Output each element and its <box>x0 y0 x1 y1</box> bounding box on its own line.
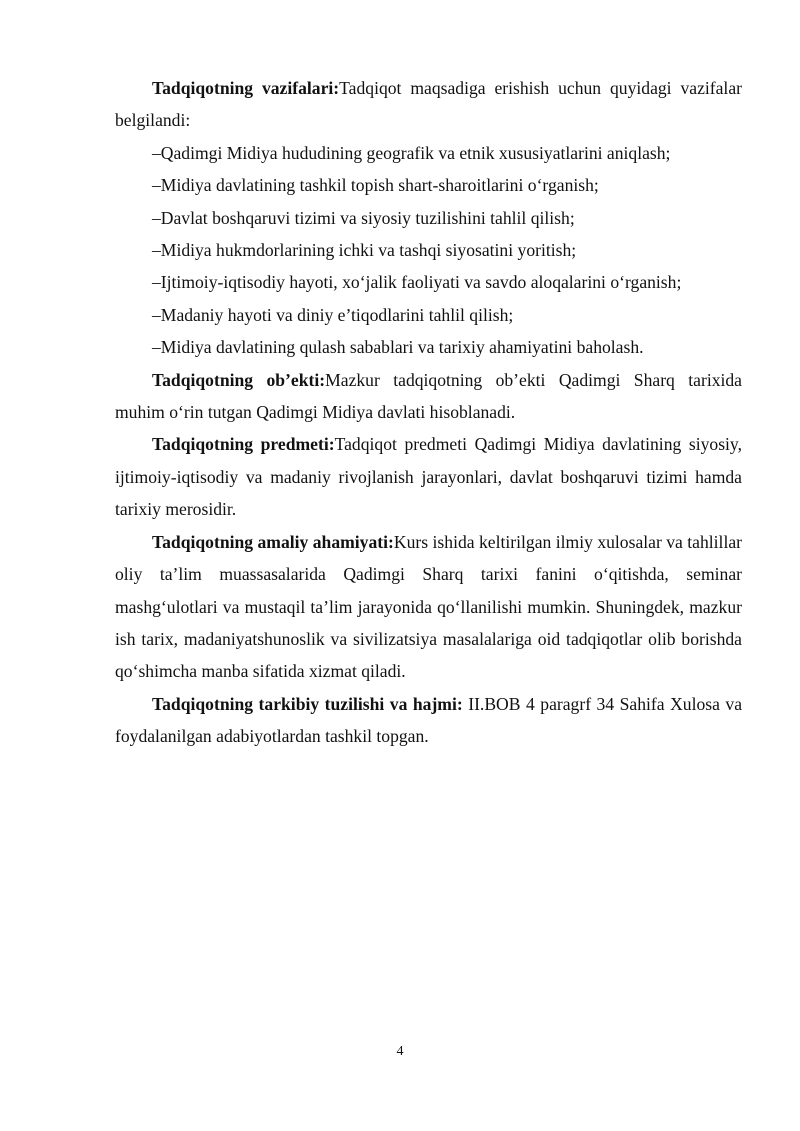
list-item: –Midiya davlatining tashkil topish shart-sharoitlarini o‘rganish; <box>152 175 599 196</box>
object-heading: Tadqiqotning ob’ekti: <box>152 369 326 390</box>
object-paragraph <box>115 364 742 429</box>
tasks-paragraph <box>115 72 742 137</box>
list-item: –Midiya hukmdorlarining ichki va tashqi siyosatini yoritish; <box>152 240 577 261</box>
practical-text: Kurs ishida keltirilgan ilmiy xulosalar va tahlillar oliy ta’lim muassasalarida Qadimgi Sharq tarixi fanini o‘qitishda, seminar mashg‘ulotlari va mustaqil ta’lim jarayonida qo‘llanilishi mumkin. Shuningdek, mazkur ish tarix, madaniyatshunoslik va sivilizatsiya masalalariga oid tadqiqotlar olib borishda qo‘shimcha manba sifatida xizmat qiladi. <box>115 531 743 682</box>
list-item: –Midiya davlatining qulash sabablari va tarixiy ahamiyatini baholash. <box>152 337 644 358</box>
list-item: –Madaniy hayoti va diniy e’tiqodlarini tahlil qilish; <box>152 304 514 325</box>
list-item: –Davlat boshqaruvi tizimi va siyosiy tuzilishini tahlil qilish; <box>152 207 575 228</box>
list-item: –Qadimgi Midiya hududining geografik va etnik xususiyatlarini aniqlash; <box>152 142 671 163</box>
page-body <box>115 72 742 753</box>
practical-paragraph <box>115 526 742 688</box>
subject-paragraph <box>115 428 742 525</box>
subject-heading: Tadqiqotning predmeti: <box>152 434 335 455</box>
object-text: Mazkur tadqiqotning ob’ekti Qadimgi Sharq tarixida muhim o‘rin tutgan Qadimgi Midiya davlati hisoblanadi. <box>115 369 742 423</box>
practical-heading: Tadqiqotning amaliy ahamiyati: <box>152 531 394 552</box>
tasks-text: Tadqiqot maqsadiga erishish uchun quyidagi vazifalar belgilandi: <box>115 78 742 131</box>
tasks-heading: Tadqiqotning vazifalari: <box>152 78 340 98</box>
list-item: –Ijtimoiy-iqtisodiy hayoti, xo‘jalik faoliyati va savdo aloqalarini o‘rganish; <box>152 272 682 293</box>
page-number: 4 <box>396 1044 404 1059</box>
structure-heading: Tadqiqotning tarkibiy tuzilishi va hajmi: <box>152 693 463 714</box>
structure-text: II.BOB 4 paragrf 34 Sahifa Xulosa va foydalanilgan adabiyotlardan tashkil topgan. <box>115 693 743 747</box>
structure-paragraph <box>115 688 742 753</box>
subject-text: Tadqiqot predmeti Qadimgi Midiya davlatining siyosiy, ijtimoiy-iqtisodiy va madaniy rivojlanish jarayonlari, davlat boshqaruvi tizimi hamda tarixiy merosidir. <box>115 434 742 520</box>
